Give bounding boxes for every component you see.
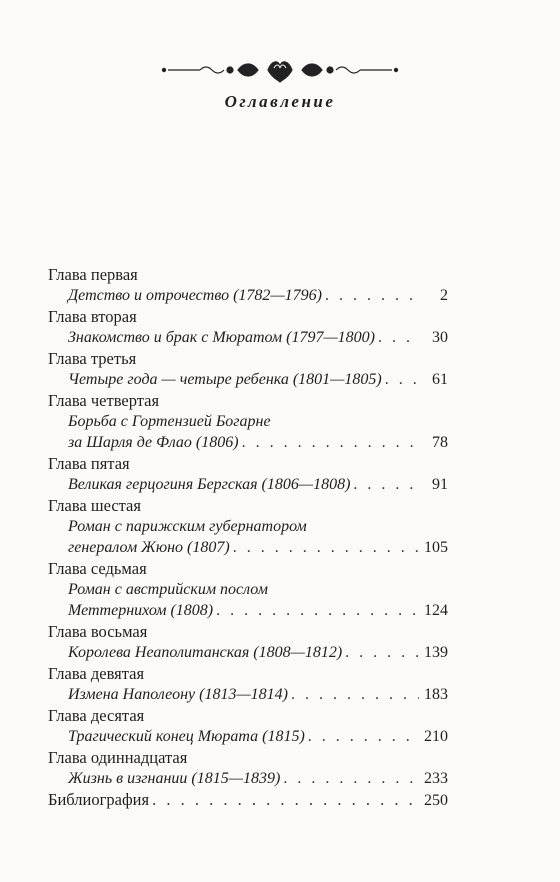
chapter-title-row [48,285,448,306]
toc-entry[interactable] [48,453,448,495]
page-title: Оглавление [224,92,336,111]
bibliography-label: Библиография [48,790,150,809]
chapter-label: Глава вторая [48,307,137,326]
dot-leader [353,474,419,495]
chapter-title-row [48,600,448,621]
chapter-title: Детство и отрочество (1782—1796) [68,287,322,304]
page-number: 183 [424,686,448,703]
chapter-label: Глава пятая [48,454,130,473]
page-number: 61 [432,371,448,388]
decorative-ornament [160,56,400,84]
toc-entry[interactable] [48,264,448,306]
chapter-title-line: Роман с австрийским послом [68,581,268,598]
chapter-label: Глава первая [48,265,138,284]
page-number: 124 [424,602,448,619]
dot-leader [283,768,419,789]
chapter-label: Глава восьмая [48,622,148,641]
page-number: 91 [432,476,448,493]
page-number: 250 [424,792,448,809]
dot-leader [152,789,419,810]
chapter-title-row [48,726,448,747]
chapter-label: Глава шестая [48,496,141,515]
toc-entry[interactable] [48,306,448,348]
chapter-label: Глава девятая [48,664,145,683]
page-number: 2 [440,287,448,304]
dot-leader [216,600,419,621]
chapter-title-row [48,369,448,390]
page-number: 105 [424,539,448,556]
chapter-title-line: Роман с парижским губернатором [68,518,307,535]
chapter-title-row [48,474,448,495]
toc-entry[interactable] [48,621,448,663]
page-number: 139 [424,644,448,661]
chapter-title: Измена Наполеону (1813—1814) [68,686,288,703]
dot-leader [378,327,419,348]
toc-entry[interactable] [48,495,448,558]
toc-entry[interactable] [48,705,448,747]
chapter-title-row [48,327,448,348]
toc-entry[interactable] [48,747,448,789]
toc-entry-bibliography[interactable] [48,789,448,810]
chapter-title: Меттернихом (1808) [68,602,214,619]
page-number: 30 [432,329,448,346]
chapter-title: генералом Жюно (1807) [68,539,230,556]
toc-entry[interactable] [48,390,448,453]
page-number: 210 [424,728,448,745]
toc-entry[interactable] [48,663,448,705]
dot-leader [345,642,419,663]
chapter-title-row [48,768,448,789]
chapter-label: Глава одиннадцатая [48,748,188,767]
dot-leader [233,537,419,558]
chapter-title-row [48,642,448,663]
chapter-label: Глава десятая [48,706,145,725]
chapter-label: Глава третья [48,349,137,368]
page-number: 233 [424,770,448,787]
page-number: 78 [432,434,448,451]
chapter-title-row [48,432,448,453]
dot-leader [242,432,419,453]
chapter-title: Знакомство и брак с Мюратом (1797—1800) [68,329,376,346]
chapter-title: Жизнь в изгнании (1815—1839) [68,770,281,787]
dot-leader [325,285,419,306]
toc-entry[interactable] [48,348,448,390]
chapter-title: Трагический конец Мюрата (1815) [68,728,305,745]
chapter-title-row [48,537,448,558]
chapter-title-row [48,684,448,705]
dot-leader [308,726,419,747]
chapter-title-line: Борьба с Гортензией Богарне [68,413,271,430]
dot-leader [291,684,419,705]
chapter-title: Великая герцогиня Бергская (1806—1808) [68,476,351,493]
toc-entry[interactable] [48,558,448,621]
chapter-label: Глава четвертая [48,391,160,410]
table-of-contents [48,264,448,810]
chapter-label: Глава седьмая [48,559,147,578]
chapter-title: Королева Неаполитанская (1808—1812) [68,644,343,661]
chapter-title: Четыре года — четыре ребенка (1801—1805) [68,371,382,388]
chapter-title: за Шарля де Флао (1806) [68,434,239,451]
dot-leader [385,369,419,390]
